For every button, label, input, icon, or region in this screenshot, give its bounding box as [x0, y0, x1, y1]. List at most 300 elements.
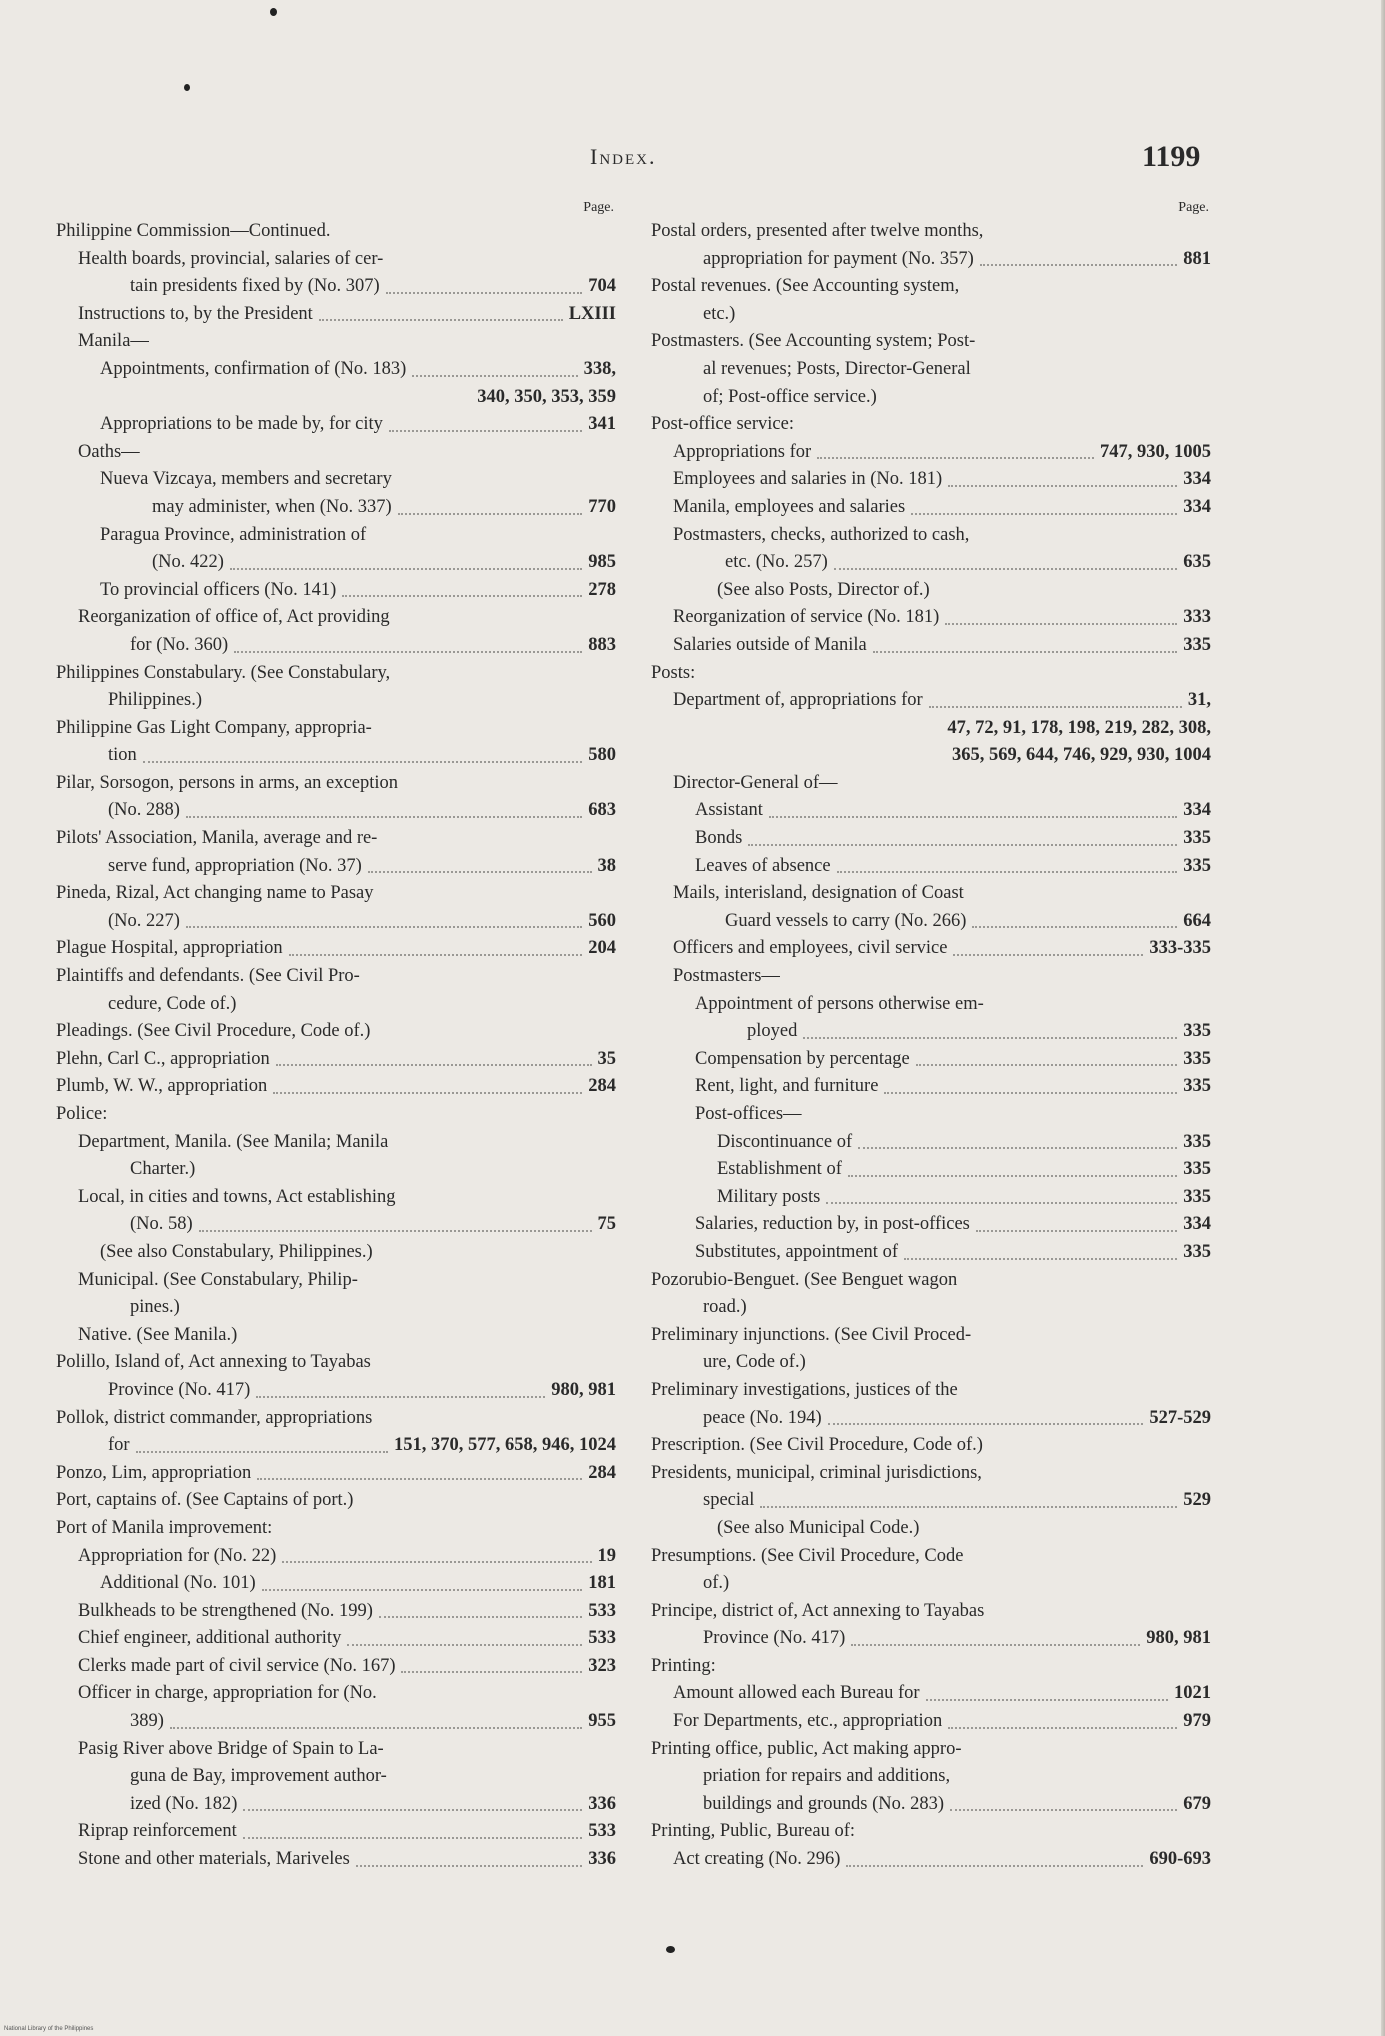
index-page-ref: 985: [588, 552, 616, 573]
index-entry-text: of; Post-office service.): [703, 386, 877, 407]
index-entry: [651, 1487, 1211, 1515]
index-entry-text: tion: [108, 745, 137, 766]
index-page-ref: 747, 930, 1005: [1100, 441, 1211, 462]
ink-speck: [184, 84, 190, 91]
dot-leader: [401, 1671, 582, 1673]
dot-leader: [273, 1092, 582, 1094]
index-entry: [695, 853, 1211, 881]
dot-leader: [230, 568, 582, 570]
index-page-ref: 1021: [1174, 1683, 1211, 1704]
index-entry-text: Printing:: [651, 1655, 716, 1676]
page-header: [0, 140, 1385, 184]
index-entry-text: Health boards, provincial, salaries of cer-: [78, 248, 384, 269]
index-entry: [56, 660, 616, 688]
index-entry: [100, 549, 616, 577]
index-entry-text: Amount allowed each Bureau for: [673, 1683, 920, 1704]
index-entry-text: guna de Bay, improvement author-: [130, 1766, 387, 1787]
index-entry: [695, 1211, 1211, 1239]
index-page-ref: 683: [588, 800, 616, 821]
index-entry: [651, 1791, 1211, 1819]
index-entry-text: Paragua Province, administration of: [100, 524, 367, 545]
dot-leader: [143, 761, 582, 763]
index-entry: [56, 687, 616, 715]
index-entry: [673, 522, 1211, 550]
dot-leader: [873, 651, 1178, 653]
index-entry: [717, 1156, 1211, 1184]
index-entry: [673, 494, 1211, 522]
index-page-ref: 635: [1183, 552, 1211, 573]
index-entry: [78, 1598, 616, 1626]
dot-leader: [846, 1865, 1143, 1867]
index-entry-text: Posts:: [651, 662, 696, 683]
index-entry-text: (No. 422): [152, 552, 224, 573]
index-entry: [78, 1680, 616, 1708]
index-entry: [78, 1846, 616, 1874]
dot-leader: [945, 623, 1177, 625]
index-entry: [100, 411, 616, 439]
index-entry: [651, 411, 1211, 439]
index-entry: [100, 577, 616, 605]
index-entry: [673, 935, 1211, 963]
index-entry-text: Presidents, municipal, criminal jurisdictions,: [651, 1462, 982, 1483]
index-page-ref: 704: [588, 276, 616, 297]
dot-leader: [760, 1506, 1177, 1508]
index-page-refs: 340, 350, 353, 359: [477, 386, 616, 407]
index-entry-text: Pozorubio-Benguet. (See Benguet wagon: [651, 1269, 958, 1290]
dot-leader: [282, 1561, 591, 1563]
dot-leader: [170, 1727, 582, 1729]
index-entry: [651, 1405, 1211, 1433]
index-entry-text: Instructions to, by the President: [78, 303, 313, 324]
dot-leader: [386, 292, 583, 294]
index-entry: [56, 991, 616, 1019]
index-entry: [78, 604, 616, 632]
index-entry-text: Polillo, Island of, Act annexing to Tayabas: [56, 1352, 371, 1373]
dot-leader: [837, 871, 1178, 873]
index-entry-text: Act creating (No. 296): [673, 1849, 841, 1870]
index-page-ref: 335: [1183, 1048, 1211, 1069]
index-page-ref: 334: [1183, 496, 1211, 517]
index-page-ref: 533: [588, 1600, 616, 1621]
dot-leader: [199, 1230, 592, 1232]
index-entry: [78, 1129, 616, 1157]
index-entry: [56, 935, 616, 963]
dot-leader: [398, 513, 583, 515]
index-entry-text: Plumb, W. W., appropriation: [56, 1076, 268, 1097]
dot-leader: [342, 595, 582, 597]
index-page-ref: 679: [1183, 1793, 1211, 1814]
dot-leader: [916, 1064, 1178, 1066]
index-entry: [56, 770, 616, 798]
index-entry-text: Province (No. 417): [108, 1379, 251, 1400]
index-page-ref: 19: [597, 1545, 616, 1566]
index-entry: [56, 1018, 616, 1046]
dot-leader: [817, 457, 1094, 459]
footer-note: National Library of the Philippines: [4, 2026, 94, 2032]
dot-leader: [234, 651, 582, 653]
index-page-ref: 181: [588, 1573, 616, 1594]
index-entry: [651, 273, 1211, 301]
index-entry-text: (No. 288): [108, 800, 180, 821]
index-entry: [673, 1846, 1211, 1874]
index-entry: [56, 825, 616, 853]
dot-leader: [243, 1809, 582, 1811]
index-entry-text: Presumptions. (See Civil Procedure, Code: [651, 1545, 964, 1566]
index-entry-text: Leaves of absence: [695, 855, 831, 876]
dot-leader: [186, 816, 582, 818]
index-entry-text: (See also Municipal Code.): [717, 1517, 920, 1538]
index-page-ref: 335: [1183, 1186, 1211, 1207]
index-page-ref: 980, 981: [1146, 1628, 1211, 1649]
index-entry: [673, 908, 1211, 936]
index-entry: [78, 328, 616, 356]
index-entry-text: For Departments, etc., appropriation: [673, 1711, 943, 1732]
index-entry-text: Postmasters, checks, authorized to cash,: [673, 524, 970, 545]
index-entry: [56, 742, 616, 770]
index-entry-text: Riprap reinforcement: [78, 1821, 237, 1842]
index-entry-text: Director-General of—: [673, 772, 838, 793]
index-entry-text: Appointment of persons otherwise em-: [695, 993, 984, 1014]
index-entry: [56, 1515, 616, 1543]
page-column-label: Page.: [583, 200, 614, 215]
index-entry-text: Salaries outside of Manila: [673, 634, 867, 655]
index-entry-text: Clerks made part of civil service (No. 167): [78, 1655, 396, 1676]
index-entry-text: Pollok, district commander, appropriations: [56, 1407, 373, 1428]
index-entry-text: Salaries, reduction by, in post-offices: [695, 1214, 970, 1235]
index-page-ref: 335: [1183, 855, 1211, 876]
index-page-ref: 979: [1183, 1711, 1211, 1732]
index-entry: [56, 963, 616, 991]
index-entry: [56, 880, 616, 908]
dot-leader: [848, 1175, 1177, 1177]
running-title: Index.: [590, 144, 657, 169]
index-column-left: [56, 198, 616, 1874]
index-page-ref: 980, 981: [551, 1379, 616, 1400]
index-page-ref: 38: [597, 855, 616, 876]
index-entry-text: etc. (No. 257): [725, 552, 828, 573]
index-entry-text: Appropriation for (No. 22): [78, 1545, 277, 1566]
index-entry-text: Department of, appropriations for: [673, 690, 923, 711]
index-entry: [695, 797, 1211, 825]
index-entry-text: Department, Manila. (See Manila; Manila: [78, 1131, 389, 1152]
index-entry: [651, 660, 1211, 688]
index-entry: [78, 1818, 616, 1846]
index-entry-text: Officers and employees, civil service: [673, 938, 948, 959]
index-entry-text: Establishment of: [717, 1159, 842, 1180]
index-entry-text: Oaths—: [78, 441, 140, 462]
index-entry: [56, 715, 616, 743]
index-entry: [78, 246, 616, 274]
index-entry-text: peace (No. 194): [703, 1407, 822, 1428]
index-entry-text: Plehn, Carl C., appropriation: [56, 1048, 270, 1069]
index-entry: [78, 439, 616, 467]
index-entry: [717, 1515, 1211, 1543]
index-entry-text: Police:: [56, 1104, 108, 1124]
index-entry: [651, 1322, 1211, 1350]
index-entry-text: (No. 58): [130, 1214, 193, 1235]
index-entry: [56, 908, 616, 936]
dot-leader: [243, 1837, 583, 1839]
dot-leader: [980, 264, 1178, 266]
index-entry-text: Reorganization of office of, Act providing: [78, 607, 390, 628]
index-entry-text: of.): [703, 1573, 730, 1594]
index-page-ref: 955: [588, 1711, 616, 1732]
index-page-ref: 338,: [583, 358, 616, 379]
dot-leader: [929, 706, 1182, 708]
index-page-ref: 335: [1183, 1159, 1211, 1180]
index-page-ref: 336: [588, 1793, 616, 1814]
index-entry: [56, 1487, 616, 1515]
index-entry: [78, 1736, 616, 1764]
index-entry-text: Charter.): [130, 1159, 196, 1180]
index-entry: [651, 1818, 1211, 1846]
index-entry: [100, 356, 616, 384]
index-page-ref: 881: [1183, 248, 1211, 269]
index-entry: [673, 880, 1211, 908]
index-entry: [651, 356, 1211, 384]
index-entry: [56, 1460, 616, 1488]
index-entry: [695, 1046, 1211, 1074]
index-entry-text: Post-office service:: [651, 414, 794, 435]
index-entry-text: Appropriations for: [673, 441, 812, 462]
index-entry: [651, 1267, 1211, 1295]
index-entry: [78, 1267, 616, 1295]
index-entry-text: Employees and salaries in (No. 181): [673, 469, 943, 490]
index-column-right: [651, 198, 1211, 1874]
index-entry: [56, 1377, 616, 1405]
index-entry: [56, 1432, 616, 1460]
index-entry-text: Appointments, confirmation of (No. 183): [100, 358, 407, 379]
index-entry: [56, 1073, 616, 1101]
dot-leader: [769, 816, 1177, 818]
index-entry: [78, 273, 616, 301]
dot-leader: [347, 1644, 582, 1646]
index-entry-text: may administer, when (No. 337): [152, 496, 392, 517]
index-entry: [673, 549, 1211, 577]
index-entry: [651, 1625, 1211, 1653]
index-entry: [651, 1460, 1211, 1488]
index-entry: [100, 1570, 616, 1598]
index-page-ref: 334: [1183, 469, 1211, 490]
index-entry: [78, 1625, 616, 1653]
index-entry-text: Pleadings. (See Civil Procedure, Code of.): [56, 1021, 371, 1042]
index-entry-text: Officer in charge, appropriation for (No.: [78, 1683, 377, 1704]
dot-leader: [953, 954, 1143, 956]
index-entry-text: Principe, district of, Act annexing to Tayabas: [651, 1600, 985, 1621]
index-entry-text: Postal revenues. (See Accounting system,: [651, 276, 960, 297]
index-entry: [695, 991, 1211, 1019]
index-entry: [56, 797, 616, 825]
index-entry: [56, 1101, 616, 1129]
index-page-ref: 334: [1183, 1214, 1211, 1235]
index-entry: [78, 1653, 616, 1681]
index-entry-text: Native. (See Manila.): [78, 1324, 238, 1345]
index-entry-text: Postmasters—: [673, 966, 780, 987]
index-entry-text: (No. 227): [108, 910, 180, 931]
index-entry: [100, 522, 616, 550]
index-entry-text: Additional (No. 101): [100, 1573, 256, 1594]
index-entry: [717, 1129, 1211, 1157]
index-page-ref: 278: [588, 579, 616, 600]
index-entry-text: (See also Constabulary, Philippines.): [100, 1241, 373, 1262]
dot-leader: [356, 1865, 582, 1867]
index-entry-text: Postal orders, presented after twelve months,: [651, 221, 984, 241]
index-entry: [673, 963, 1211, 991]
index-entry-text: etc.): [703, 303, 736, 324]
index-entry-text: Appropriations to be made by, for city: [100, 414, 383, 435]
index-page-ref: 323: [588, 1655, 616, 1676]
index-entry-text: To provincial officers (No. 141): [100, 579, 337, 600]
index-entry-text: Nueva Vizcaya, members and secretary: [100, 469, 392, 490]
index-page-ref: 335: [1183, 1076, 1211, 1097]
index-entry: [78, 1708, 616, 1736]
index-entry-text: Bonds: [695, 828, 743, 849]
index-entry-text: Military posts: [717, 1186, 821, 1207]
page-column-label: Page.: [1178, 200, 1209, 215]
index-entry-text: Post-offices—: [695, 1104, 802, 1124]
index-entry: [695, 1073, 1211, 1101]
index-page-ref: 335: [1183, 634, 1211, 655]
index-entry: [78, 1543, 616, 1571]
index-entry-text: (See also Posts, Director of.): [717, 579, 930, 600]
index-entry: [78, 632, 616, 660]
dot-leader: [904, 1258, 1177, 1260]
index-page-ref: 31,: [1187, 690, 1211, 711]
index-entry: [651, 384, 1211, 412]
index-page-refs: 47, 72, 91, 178, 198, 219, 282, 308,: [947, 717, 1211, 738]
index-entry-text: Printing office, public, Act making appro-: [651, 1738, 962, 1759]
index-entry: [56, 1349, 616, 1377]
index-entry-text: Local, in cities and towns, Act establishing: [78, 1186, 396, 1207]
dot-leader: [319, 319, 563, 321]
index-entry: [78, 1211, 616, 1239]
index-entry: [78, 1791, 616, 1819]
index-entry-text: 389): [130, 1711, 164, 1732]
dot-leader: [858, 1147, 1177, 1149]
index-entry: [651, 1736, 1211, 1764]
index-page-ref: 883: [588, 634, 616, 655]
dot-leader: [834, 568, 1178, 570]
index-entry-text: Plaintiffs and defendants. (See Civil Pro-: [56, 966, 360, 987]
index-page-ref: 770: [588, 496, 616, 517]
dot-leader: [948, 1727, 1177, 1729]
dot-leader: [389, 430, 582, 432]
index-entry: [717, 577, 1211, 605]
dot-leader: [379, 1616, 582, 1618]
dot-leader: [257, 1478, 582, 1480]
dot-leader: [948, 485, 1177, 487]
index-entry: [673, 439, 1211, 467]
index-page-ref: 75: [597, 1214, 616, 1235]
index-entry: [78, 1763, 616, 1791]
dot-leader: [276, 1064, 592, 1066]
index-page-ref: 690-693: [1149, 1849, 1211, 1870]
index-entry: [56, 1405, 616, 1433]
ink-speck: [666, 1946, 675, 1953]
index-entry: [56, 1046, 616, 1074]
index-entry-text: cedure, Code of.): [108, 993, 237, 1014]
index-entry-text: Rent, light, and furniture: [695, 1076, 879, 1097]
index-entry-text: appropriation for payment (No. 357): [703, 248, 974, 269]
index-entry-text: Pilots' Association, Manila, average and re-: [56, 828, 378, 849]
dot-leader: [748, 844, 1177, 846]
index-page-ref: 334: [1183, 800, 1211, 821]
index-entry: [651, 1763, 1211, 1791]
index-entry-text: serve fund, appropriation (No. 37): [108, 855, 362, 876]
index-entry-text: Prescription. (See Civil Procedure, Code of.): [651, 1435, 983, 1456]
index-entry-text: Postmasters. (See Accounting system; Post-: [651, 331, 976, 352]
index-page-ref: 527-529: [1149, 1407, 1211, 1428]
index-entry-text: for: [108, 1435, 130, 1456]
index-entry: [78, 1322, 616, 1350]
index-entry: [651, 1570, 1211, 1598]
dot-leader: [826, 1202, 1177, 1204]
index-entry-text: Philippine Gas Light Company, appropria-: [56, 717, 372, 738]
index-entry-text: Port of Manila improvement:: [56, 1517, 273, 1538]
index-entry-text: tain presidents fixed by (No. 307): [130, 276, 380, 297]
dot-leader: [186, 926, 582, 928]
index-page-ref: 333-335: [1149, 938, 1211, 959]
index-page-ref: 533: [588, 1628, 616, 1649]
index-page-ref: 664: [1183, 910, 1211, 931]
index-entry-text: ployed: [747, 1021, 798, 1042]
index-entry: [695, 825, 1211, 853]
index-entry: [673, 1680, 1211, 1708]
dot-leader: [262, 1589, 583, 1591]
index-entry: [56, 218, 616, 246]
page-number: 1199: [1142, 140, 1201, 173]
index-entry: [651, 1349, 1211, 1377]
index-entry: [78, 1156, 616, 1184]
index-entry-text: priation for repairs and additions,: [703, 1766, 951, 1787]
index-entry-text: Province (No. 417): [703, 1628, 846, 1649]
index-entry-text: Preliminary investigations, justices of the: [651, 1379, 958, 1400]
index-entry-text: Manila, employees and salaries: [673, 496, 906, 517]
index-entry-text: Preliminary injunctions. (See Civil Proced-: [651, 1324, 972, 1345]
index-page-ref: 333: [1183, 607, 1211, 628]
index-entry-text: Plague Hospital, appropriation: [56, 938, 283, 959]
index-entry: [651, 328, 1211, 356]
dot-leader: [976, 1230, 1177, 1232]
index-page-ref: 341: [588, 414, 616, 435]
index-page-refs: 365, 569, 644, 746, 929, 930, 1004: [952, 745, 1211, 766]
index-entry: [673, 687, 1211, 715]
index-entry-text: Substitutes, appointment of: [695, 1241, 898, 1262]
index-entry-text: Stone and other materials, Mariveles: [78, 1849, 350, 1870]
index-entry: [695, 1239, 1211, 1267]
index-page-ref: 284: [588, 1076, 616, 1097]
index-entry: [651, 246, 1211, 274]
index-entry: [651, 1653, 1211, 1681]
index-entry-text: Guard vessels to carry (No. 266): [725, 910, 967, 931]
dot-leader: [926, 1699, 1168, 1701]
index-page-ref: 151, 370, 577, 658, 946, 1024: [394, 1435, 616, 1456]
index-entry-text: Assistant: [695, 800, 763, 821]
index-entry-text: Printing, Public, Bureau of:: [651, 1821, 855, 1842]
index-entry: [651, 1598, 1211, 1626]
dot-leader: [803, 1037, 1177, 1039]
dot-leader: [972, 926, 1177, 928]
index-page-ref: 335: [1183, 1021, 1211, 1042]
index-entry: [651, 1294, 1211, 1322]
dot-leader: [911, 513, 1177, 515]
dot-leader: [368, 871, 592, 873]
index-entry: [673, 770, 1211, 798]
index-entry: [78, 1294, 616, 1322]
dot-leader: [256, 1396, 545, 1398]
index-entry-text: Philippines.): [108, 690, 203, 711]
index-entry: [651, 218, 1211, 246]
